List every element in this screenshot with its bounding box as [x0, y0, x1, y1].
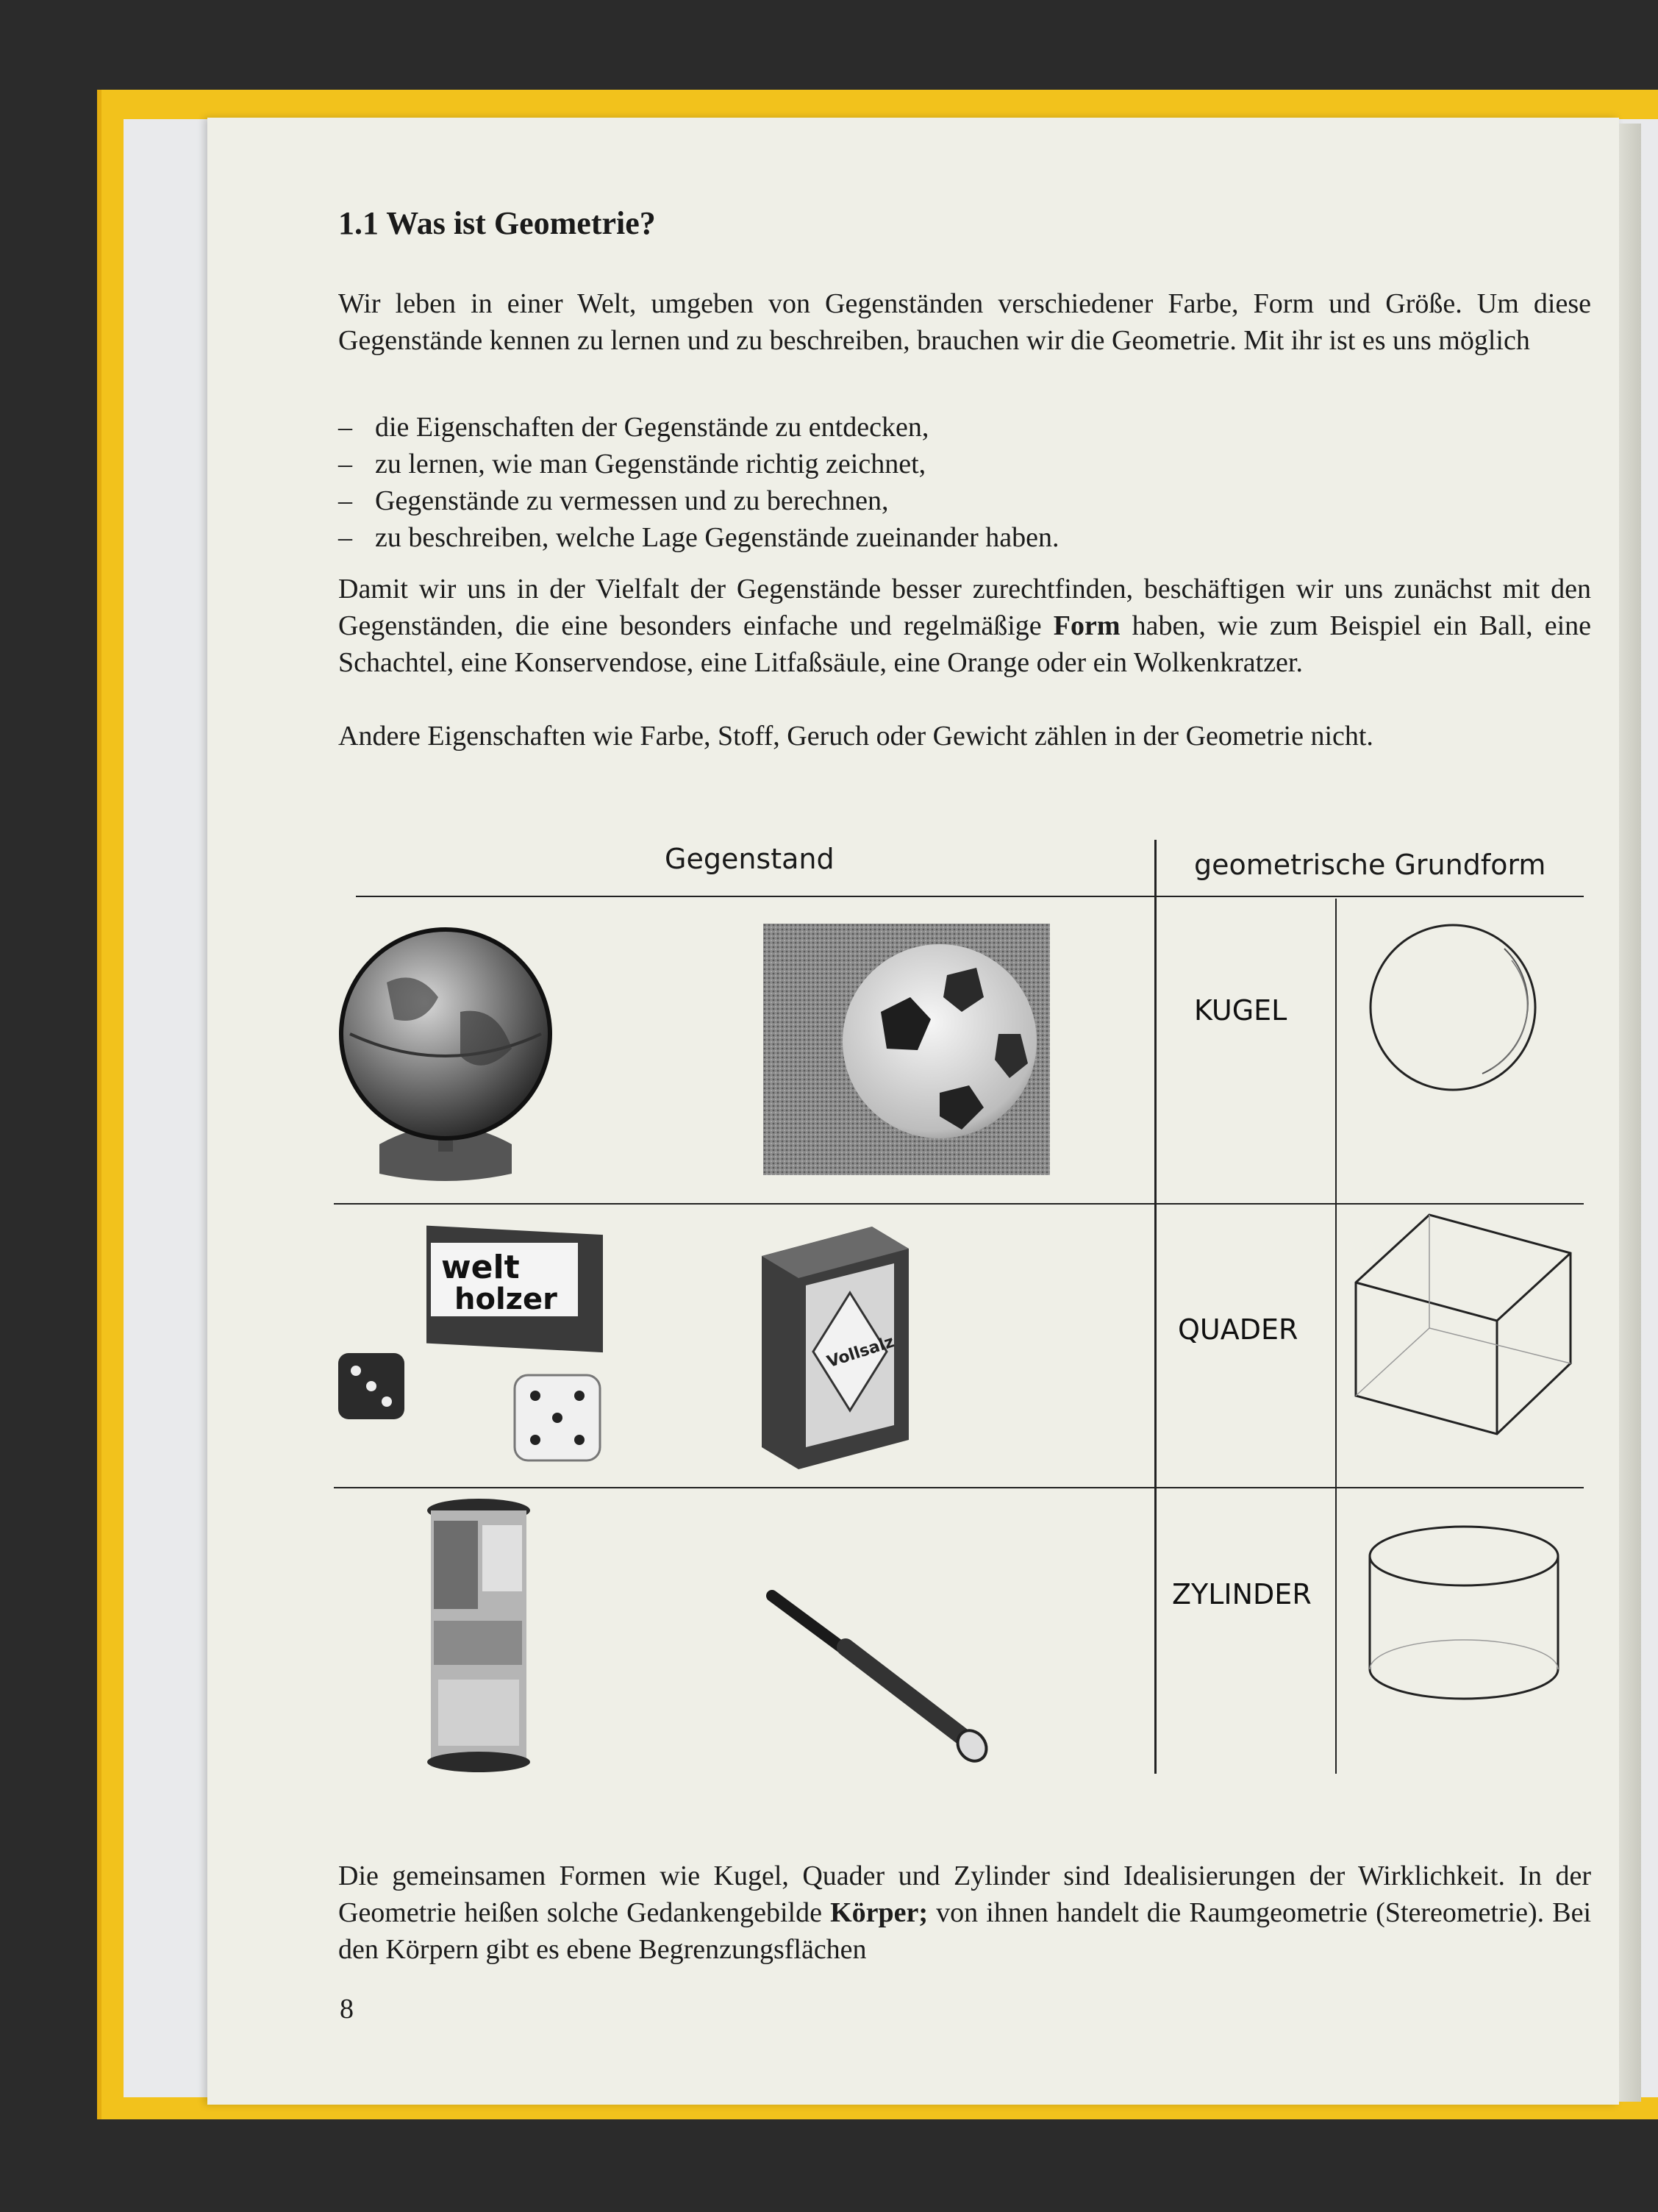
page-edge	[1619, 124, 1641, 2102]
bodies-paragraph: Die gemeinsamen Formen wie Kugel, Quader und Zylinder sind Idealisierungen der Wirklichkeit. In der Geometrie heißen solche Gedankengebilde Körper; von ihnen handelt die Raumgeometrie (Stereometrie). Bei den Körpern gibt es ebene Begrenzungsflächen	[338, 1860, 1592, 1965]
bullet-item: – zu lernen, wie man Gegenstände richtig zeichnet,	[338, 446, 1591, 482]
matchbox-text-1: welt	[441, 1249, 520, 1286]
matchbox-text-2: holzer	[454, 1282, 557, 1316]
header-object: Gegenstand	[665, 843, 835, 875]
salt-box-photo	[762, 1227, 909, 1469]
bullet-item: – die Eigenschaften der Gegenstände zu entdecken,	[338, 409, 1591, 446]
table-shape-divider	[1335, 899, 1337, 1774]
bullet-item: – Gegenstände zu vermessen und zu berechnen,	[338, 482, 1591, 519]
section-title: 1.1 Was ist Geometrie?	[338, 205, 656, 241]
bold-term-koerper: Körper;	[830, 1897, 929, 1928]
bullet-list	[338, 409, 1591, 556]
dice-matchbox-photo	[334, 1213, 613, 1471]
salt-label-text: Vollsalz	[824, 1332, 897, 1372]
advertising-column-photo	[424, 1496, 534, 1775]
table-row-rule	[334, 1487, 1584, 1488]
cylinder-drawing	[1366, 1522, 1562, 1706]
other-properties-paragraph: Andere Eigenschaften wie Farbe, Stoff, Geruch oder Gewicht zählen in der Geometrie nicht.	[338, 721, 1373, 752]
telescope-photo	[757, 1581, 993, 1772]
football-photo	[763, 924, 1050, 1175]
bold-term-form: Form	[1053, 610, 1121, 641]
globe-photo	[335, 924, 556, 1184]
table-row-rule	[334, 1203, 1584, 1205]
page-number: 8	[340, 1994, 354, 2024]
table-header-rule	[356, 896, 1584, 897]
header-shape: geometrische Grundform	[1194, 849, 1546, 881]
intro-paragraph: Wir leben in einer Welt, umgeben von Gegenständen verschiedener Farbe, Form und Größe. Um diese Gegenstände kennen zu lernen und zu beschreiben, brauchen wir die Geometrie. Mit ihr ist es uns möglich	[338, 288, 1591, 356]
bullet-item: – zu beschreiben, welche Lage Gegenstände zueinander haben.	[338, 519, 1591, 556]
label-kugel: KUGEL	[1194, 994, 1287, 1027]
table-column-divider	[1154, 840, 1157, 1774]
cuboid-drawing	[1353, 1212, 1573, 1440]
form-paragraph: Damit wir uns in der Vielfalt der Gegenstände besser zurechtfinden, beschäftigen wir uns zunächst mit den Gegenständen, die eine besonders einfache und regelmäßige Form haben, wie zum Beispiel ein Ball, eine Schachtel, eine Konservendose, eine Litfaßsäule, eine Orange oder ein Wolkenkratzer.	[338, 574, 1591, 678]
sphere-drawing	[1365, 919, 1541, 1096]
label-zylinder: ZYLINDER	[1172, 1578, 1312, 1610]
label-quader: QUADER	[1178, 1313, 1298, 1346]
